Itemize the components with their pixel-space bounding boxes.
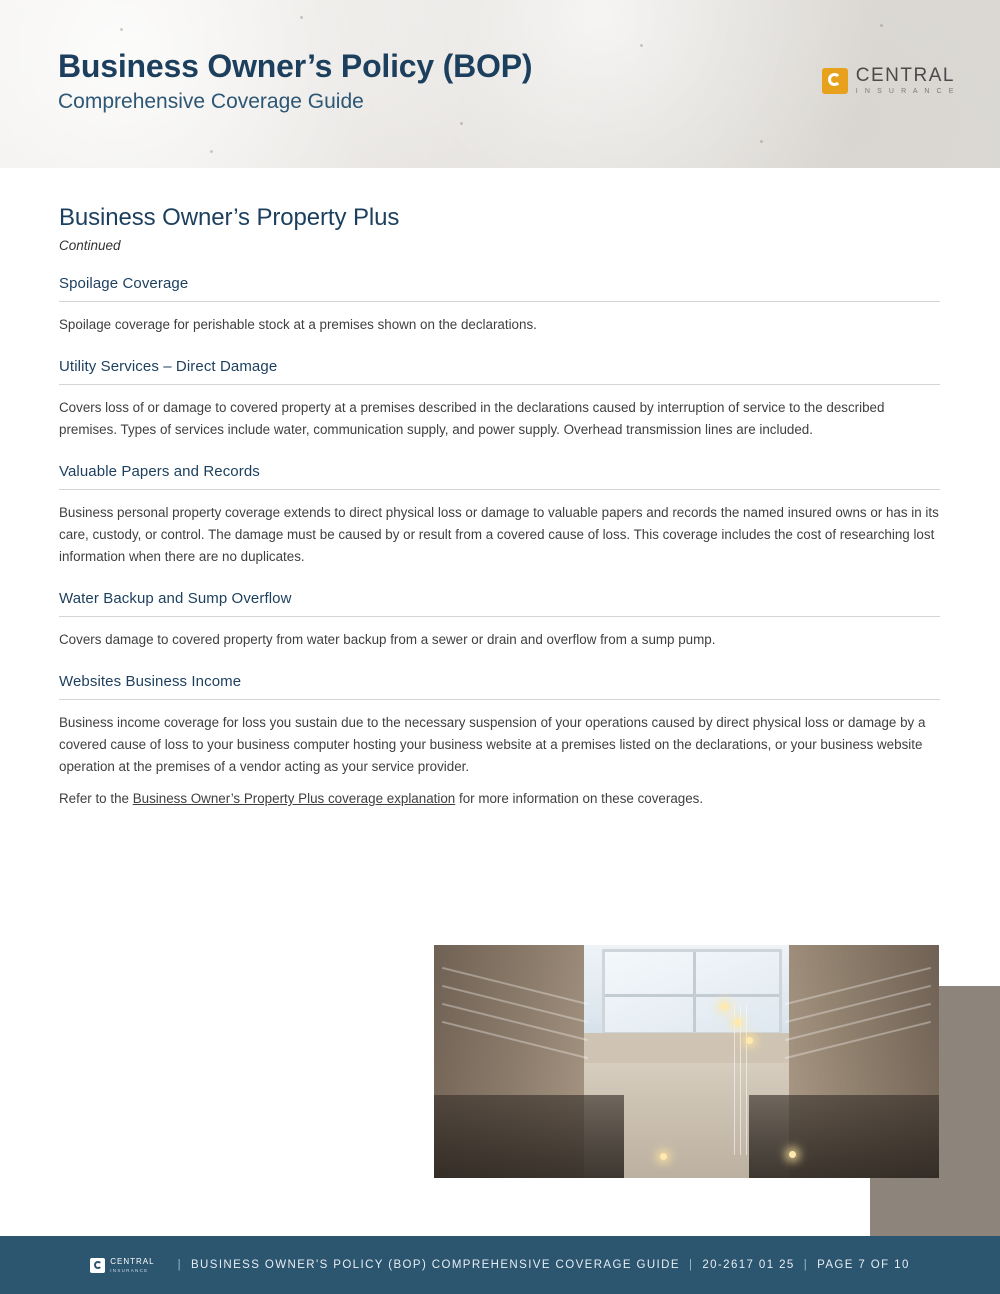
page-title: Business Owner’s Policy (BOP): [58, 48, 533, 84]
photo-pendant-light: [721, 1003, 728, 1010]
section-subtitle: Continued: [59, 238, 121, 253]
brand-name: CENTRAL: [855, 65, 955, 86]
photo-pendant-light: [746, 1037, 753, 1044]
coverage-block: [59, 463, 940, 568]
divider: [59, 384, 940, 385]
footer-divider: |: [177, 1259, 182, 1271]
page-header: [0, 0, 1000, 168]
coverage-heading: Utility Services – Direct Damage: [59, 358, 278, 375]
texture-speck: [300, 16, 303, 19]
footer-page-number: PAGE 7 OF 10: [817, 1259, 910, 1271]
brand-logo: [822, 66, 956, 95]
brand-tagline: I N S U R A N C E: [855, 88, 956, 95]
coverage-paragraph: Spoilage coverage for perishable stock at a premises shown on the declarations.: [59, 317, 537, 332]
divider: [59, 616, 940, 617]
footer-brand-logo: [90, 1258, 154, 1273]
refer-paragraph: [59, 788, 940, 810]
coverage-block: [59, 590, 940, 651]
photo-cable: [740, 1005, 741, 1155]
divider: [59, 699, 940, 700]
footer-brand-text: [110, 1258, 154, 1273]
footer-doc-title: BUSINESS OWNER'S POLICY (BOP) COMPREHENSIVE COVERAGE GUIDE: [190, 1259, 680, 1271]
footer-form-number: 20-2617 01 25: [702, 1259, 795, 1271]
photo-cable: [734, 1005, 735, 1155]
divider: [59, 489, 940, 490]
coverage-heading: Spoilage Coverage: [59, 275, 189, 292]
brand-logo-text: [856, 66, 956, 95]
footer-inner: [90, 1258, 910, 1273]
coverage-block: [59, 275, 940, 336]
footer-brand-tagline: INSURANCE: [110, 1267, 149, 1273]
footer-divider: |: [688, 1259, 694, 1271]
footer-divider: |: [803, 1259, 809, 1271]
central-c-logo-icon: [90, 1258, 105, 1273]
texture-speck: [880, 24, 883, 27]
coverage-paragraph: Business personal property coverage extends to direct physical loss or damage to valuable papers and records the named insured owns or has in its care, custody, or control. The damage must be caused by or result from a covered cause of loss. This coverage includes the cost of researching lost information when there are no duplicates.: [59, 505, 939, 564]
photo-skylight: [602, 949, 782, 1035]
refer-prefix: Refer to the: [59, 791, 133, 806]
section-title: Business Owner’s Property Plus: [59, 204, 400, 231]
coverage-heading: Water Backup and Sump Overflow: [59, 590, 292, 607]
texture-speck: [210, 150, 213, 153]
texture-speck: [120, 28, 123, 31]
photo-floor-light: [789, 1151, 796, 1158]
coverage-block: [59, 673, 940, 810]
coverage-paragraph: Business income coverage for loss you sustain due to the necessary suspension of your operations caused by direct physical loss or damage by a covered cause of loss to your business computer hosting your business website at a premises listed on the declarations, or your business website operation at the premises of a vendor acting as your service provider.: [59, 715, 926, 774]
coverage-heading: Websites Business Income: [59, 673, 242, 690]
photo-shadow-right: [749, 1095, 939, 1178]
photo-pendant-light: [734, 1019, 741, 1026]
refer-suffix: for more information on these coverages.: [455, 791, 704, 806]
central-c-logo-icon: [822, 68, 848, 94]
texture-speck: [460, 122, 463, 125]
coverage-explanation-link[interactable]: Business Owner’s Property Plus coverage explanation: [132, 791, 456, 806]
photo-floor-light: [660, 1153, 667, 1160]
page-footer: [0, 1236, 1000, 1294]
photo-cable: [746, 1005, 747, 1155]
interior-staircase-skylight-photo: [434, 945, 939, 1178]
coverage-paragraph: Covers loss of or damage to covered property at a premises described in the declarations caused by interruption of service to the described premises. Types of services include water, communication supply, and power supply. Overhead transmission lines are included.: [59, 400, 885, 437]
photo-beam: [584, 1033, 804, 1063]
divider: [59, 301, 940, 302]
texture-speck: [760, 140, 763, 143]
photo-shadow-left: [434, 1095, 624, 1178]
coverage-paragraph: Covers damage to covered property from water backup from a sewer or drain and overflow from a sump pump.: [59, 632, 716, 647]
footer-brand-name: CENTRAL: [110, 1256, 155, 1266]
page-subtitle: Comprehensive Coverage Guide: [58, 90, 364, 113]
coverage-block: [59, 358, 940, 441]
coverage-heading: Valuable Papers and Records: [59, 463, 260, 480]
texture-speck: [640, 44, 643, 47]
content-inner: [0, 168, 1000, 810]
